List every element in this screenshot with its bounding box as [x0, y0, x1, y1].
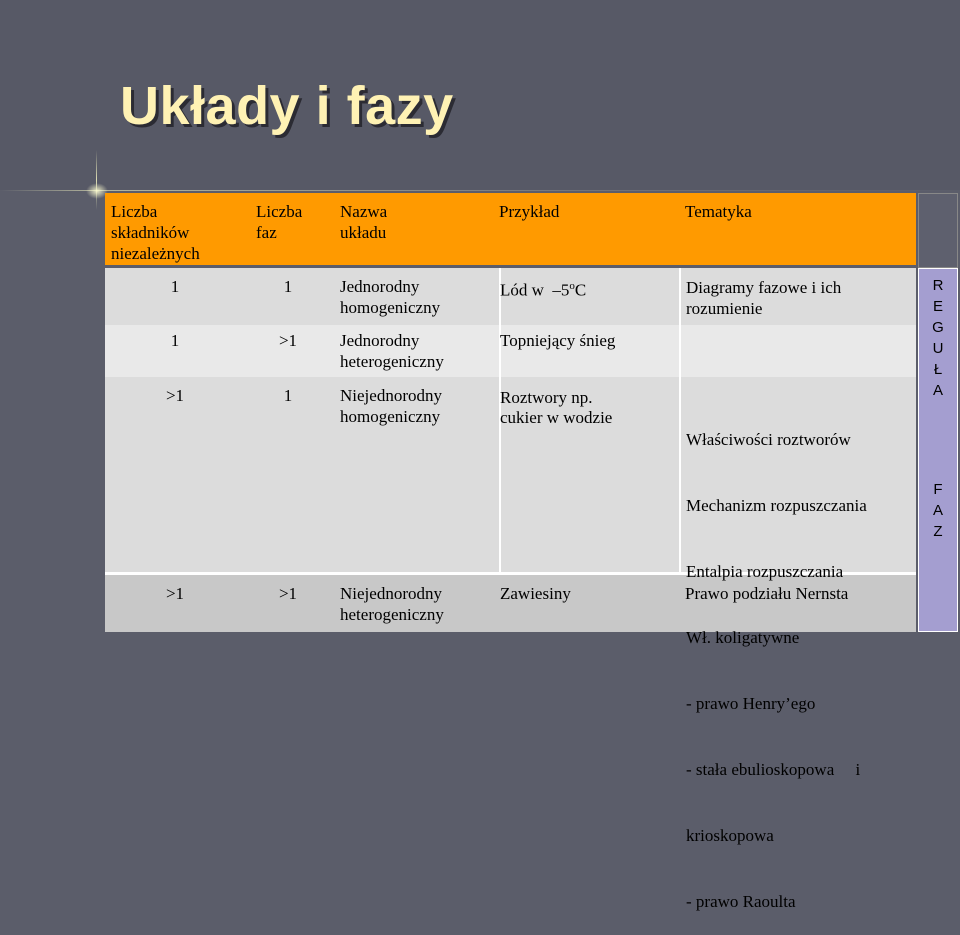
name-line: homogeniczny	[340, 407, 441, 426]
side-letter: G	[932, 319, 944, 336]
slide-title: Układy i fazy	[120, 76, 454, 136]
topic-line: - prawo Henry’ego	[686, 694, 816, 713]
header-components	[111, 201, 200, 264]
topic-line: Mechanizm rozpuszczania	[686, 496, 867, 515]
topic-line: - prawo Raoulta	[686, 892, 796, 911]
side-letter: Z	[933, 523, 943, 540]
side-letter: R	[932, 277, 944, 294]
row-4	[105, 575, 916, 632]
cell-example: Zawiesiny	[500, 584, 571, 603]
topic-line: Entalpia rozpuszczania	[686, 562, 844, 581]
name-line: Niejednorodny	[340, 386, 442, 405]
decorative-line-vertical	[96, 150, 97, 210]
degree-superscript: o	[569, 280, 575, 292]
example-line: cukier w wodzie	[500, 408, 613, 427]
header-example: Przykład	[499, 202, 560, 221]
cell-example	[500, 276, 586, 301]
side-letter: F	[933, 481, 943, 498]
cell-system-name	[340, 583, 444, 625]
cell-topic: Prawo podziału Nernsta	[685, 584, 849, 603]
header-line: układu	[340, 223, 387, 242]
side-letter: A	[932, 502, 943, 519]
topic-line: rozumienie	[686, 299, 763, 318]
name-line: homogeniczny	[340, 298, 441, 317]
cell-components: 1	[170, 331, 180, 350]
topics-solutions	[686, 385, 867, 935]
topics-phase-diagrams	[686, 277, 841, 319]
row-3	[105, 377, 680, 572]
name-line: heterogeniczny	[340, 605, 444, 624]
cell-components: >1	[165, 584, 185, 603]
cell-phases: >1	[278, 331, 298, 350]
header-line: składników	[111, 223, 190, 242]
side-letter: A	[932, 382, 943, 399]
side-label-rules	[919, 275, 957, 401]
header-system-name	[340, 201, 387, 243]
cell-phases: 1	[283, 277, 293, 296]
decorative-line	[0, 190, 960, 191]
cell-system-name	[340, 276, 440, 318]
cell-example	[500, 388, 612, 428]
row-2	[105, 325, 680, 377]
side-label-panel	[918, 268, 958, 632]
side-letter: Ł	[933, 361, 943, 378]
cell-components: >1	[165, 386, 185, 405]
table-header-row	[105, 193, 916, 265]
cell-system-name	[340, 385, 442, 427]
unit-text: C	[574, 280, 587, 300]
topic-line: Wł. koligatywne	[686, 628, 800, 647]
cell-system-name	[340, 330, 444, 372]
header-line: Liczba	[111, 202, 158, 221]
example-line: Roztwory np.	[500, 388, 593, 407]
header-line: Nazwa	[340, 202, 388, 221]
header-topics: Tematyka	[685, 202, 752, 221]
header-line: faz	[256, 223, 277, 242]
name-line: Niejednorodny	[340, 584, 442, 603]
topic-line: Diagramy fazowe i ich	[686, 278, 842, 297]
cell-example: Topniejący śnieg	[500, 331, 616, 350]
side-label-phases	[919, 479, 957, 542]
side-letter: E	[932, 298, 943, 315]
name-line: Jednorodny	[340, 277, 420, 296]
name-line: Jednorodny	[340, 331, 420, 350]
header-line: niezależnych	[111, 244, 200, 263]
cell-components: 1	[170, 277, 180, 296]
row-1	[105, 268, 680, 325]
header-phases	[256, 201, 302, 243]
topic-line: Właściwości roztworów	[686, 430, 851, 449]
topic-line: krioskopowa	[686, 826, 774, 845]
name-line: heterogeniczny	[340, 352, 444, 371]
side-letter: U	[932, 340, 944, 357]
cell-phases: 1	[283, 386, 293, 405]
side-header-cell	[918, 193, 958, 268]
topic-line: - stała ebulioskopowa i	[686, 760, 861, 779]
cell-phases: >1	[278, 584, 298, 603]
header-line: Liczba	[256, 202, 303, 221]
example-text: Lód w –5	[500, 280, 570, 300]
